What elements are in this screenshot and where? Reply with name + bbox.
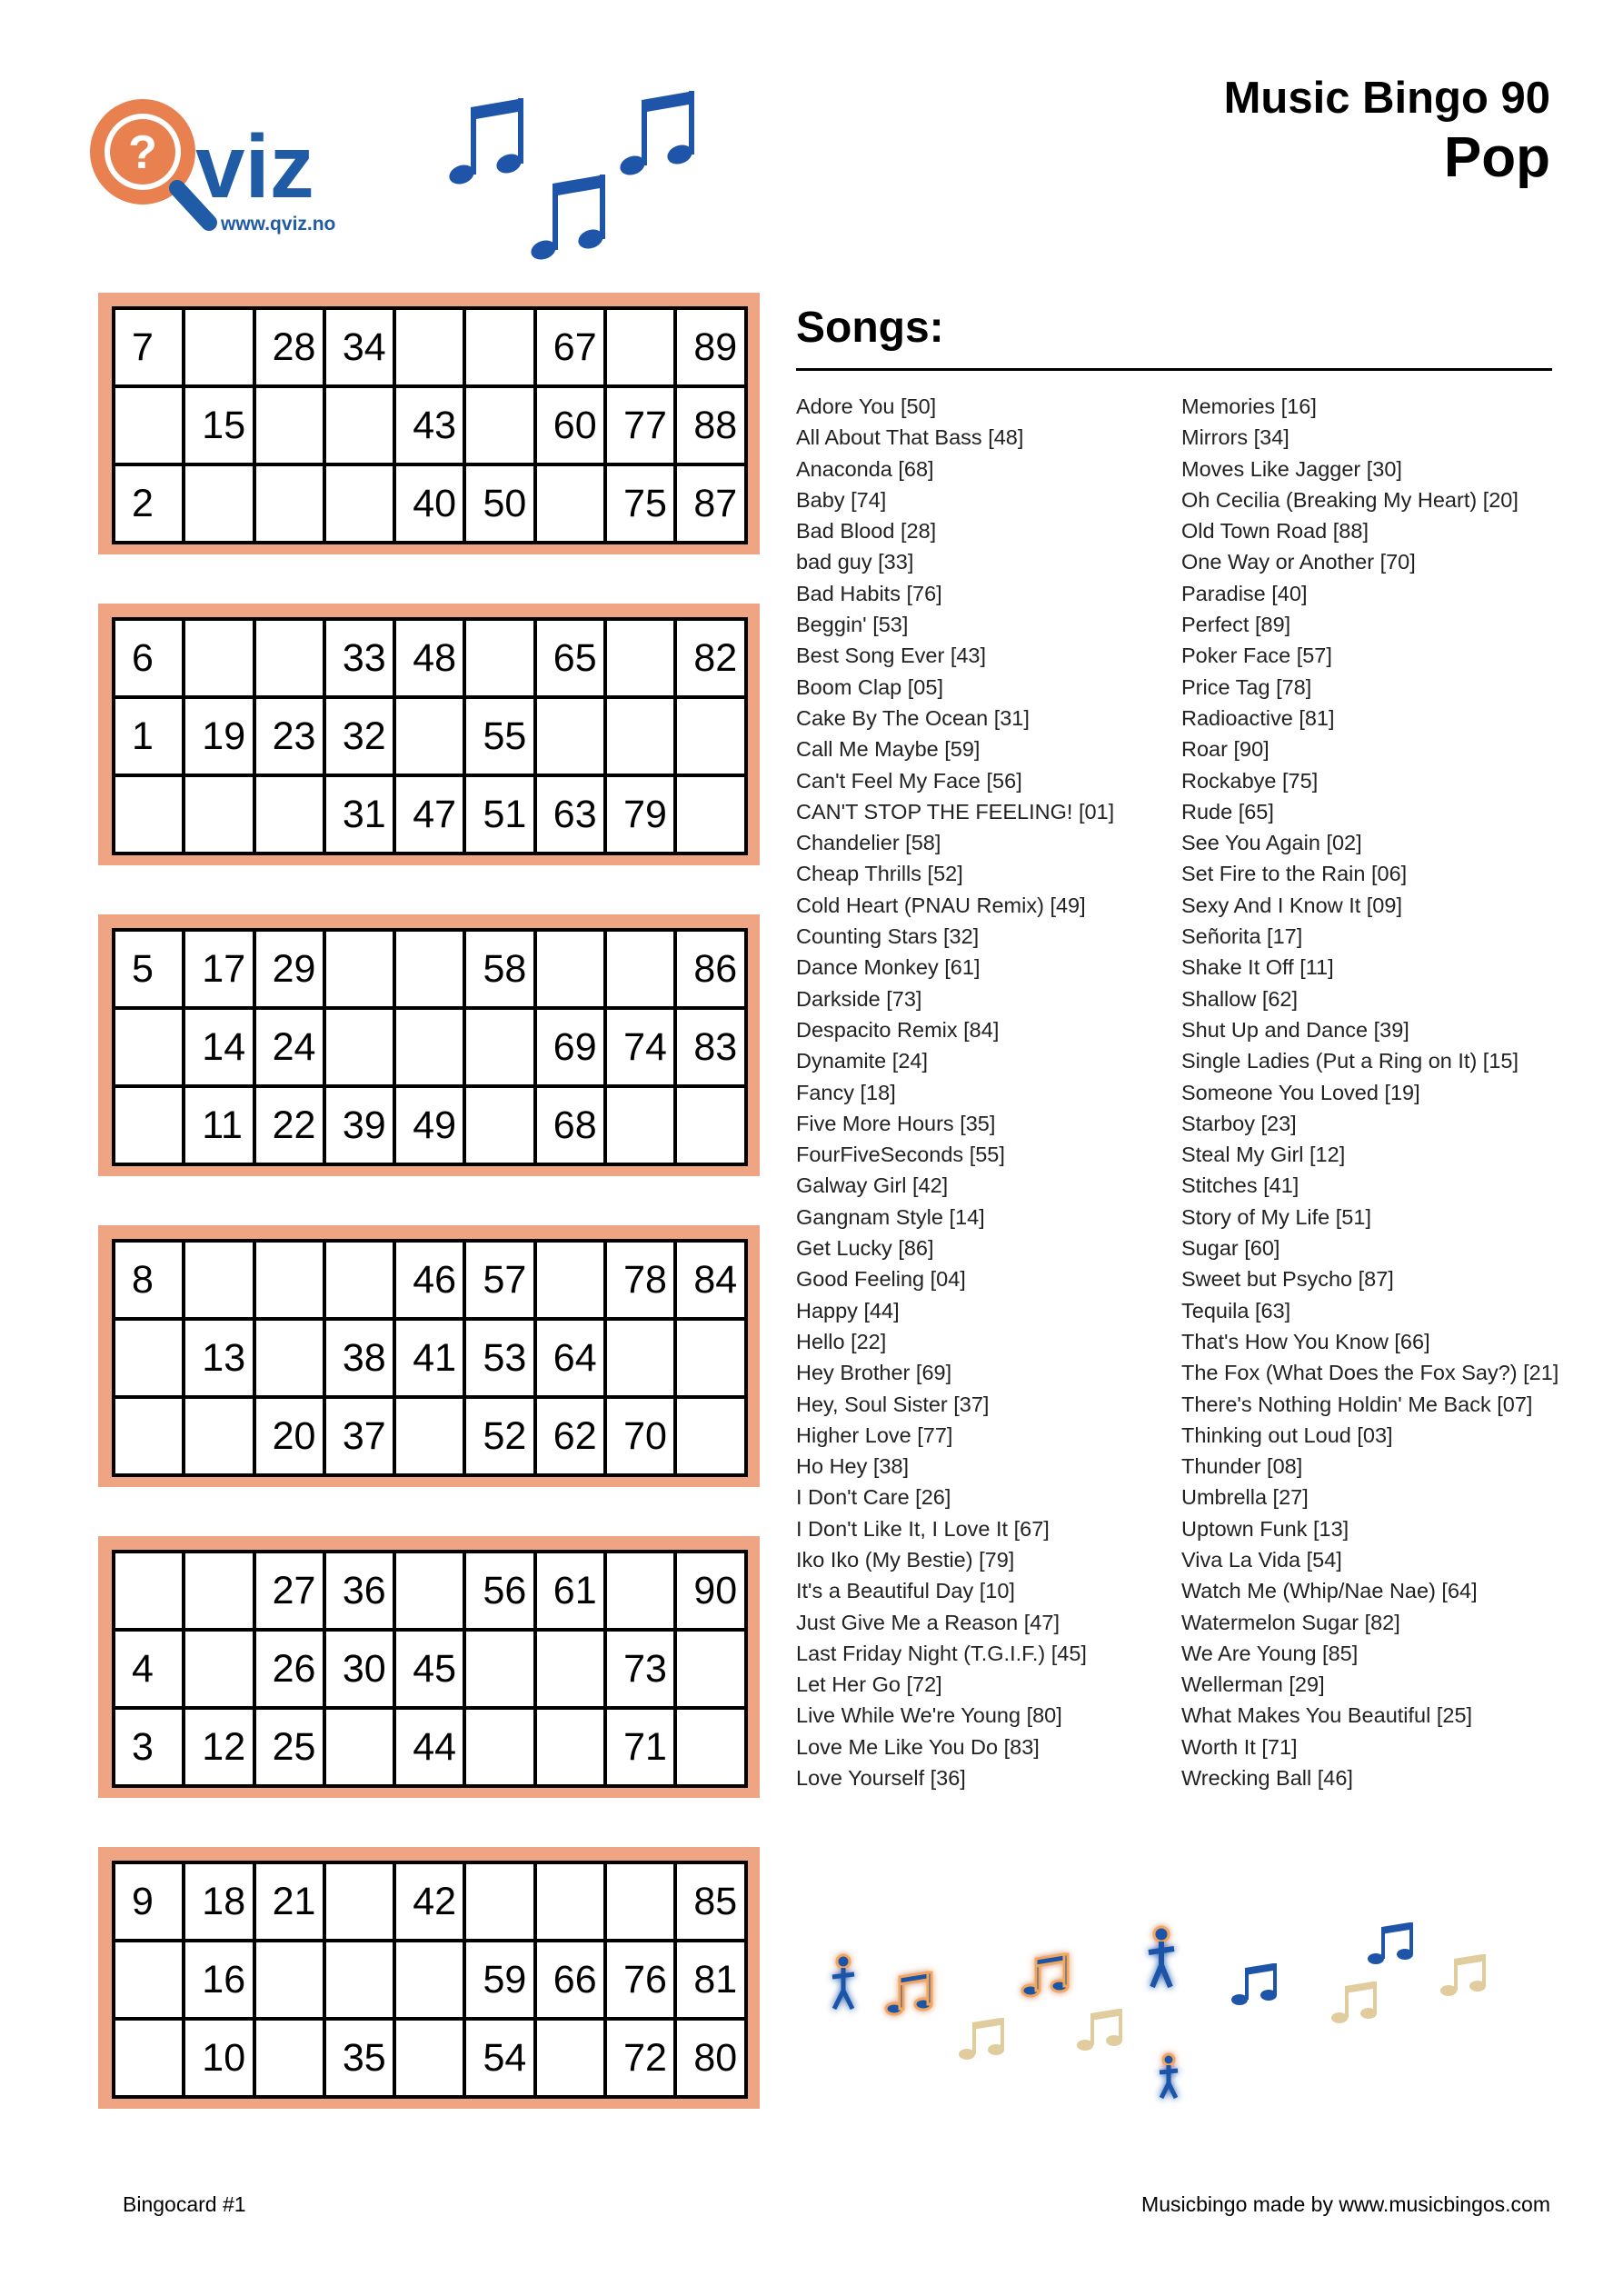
ticket-cell [254, 1241, 324, 1319]
song-item: CAN'T STOP THE FEELING! [01] [796, 799, 1115, 824]
ticket-cell [605, 1319, 675, 1397]
ticket-cell [675, 1708, 745, 1786]
ticket-cell [464, 1008, 534, 1086]
ticket-cell: 7 [114, 308, 184, 386]
song-item: Señorita [17] [1181, 924, 1303, 949]
ticket-cell: 16 [184, 1941, 254, 2019]
ticket-cell: 26 [254, 1630, 324, 1708]
ticket-cell: 31 [324, 775, 394, 854]
ticket-grid [112, 617, 748, 855]
song-item: Roar [90] [1181, 737, 1270, 762]
song-item: Poker Face [57] [1181, 644, 1332, 668]
ticket-cell [394, 1552, 464, 1630]
ticket-cell [605, 308, 675, 386]
song-item: Tequila [63] [1181, 1298, 1291, 1323]
song-item: Dynamite [24] [796, 1049, 928, 1073]
song-item: Ho Hey [38] [796, 1454, 910, 1479]
ticket-cell [675, 1397, 745, 1475]
song-item: Perfect [89] [1181, 613, 1291, 637]
song-item: Radioactive [81] [1181, 705, 1335, 730]
song-item: Just Give Me a Reason [47] [796, 1610, 1060, 1634]
logo-url: www.qviz.no [221, 214, 336, 235]
ticket-row [114, 1862, 746, 1941]
song-item: Anaconda [68] [796, 456, 934, 481]
ticket-row [114, 386, 746, 464]
ticket-cell [324, 1241, 394, 1319]
song-item: Galway Girl [42] [796, 1173, 949, 1198]
song-item: I Don't Like It, I Love It [67] [796, 1516, 1050, 1541]
ticket-cell: 79 [605, 775, 675, 854]
footer-credit: Musicbingo made by www.musicbingos.com [1141, 2192, 1550, 2216]
song-item: Oh Cecilia (Breaking My Heart) [20] [1181, 487, 1518, 512]
song-item: Gangnam Style [14] [796, 1204, 985, 1229]
ticket-cell [114, 1008, 184, 1086]
song-item: Dance Monkey [61] [796, 955, 981, 980]
ticket-cell [605, 930, 675, 1008]
ticket-row [114, 1319, 746, 1397]
dancing-figures-icon [796, 1918, 1578, 2145]
ticket-cell [254, 2019, 324, 2097]
category-title: Pop [1443, 126, 1550, 189]
song-item: Thunder [08] [1181, 1454, 1303, 1479]
ticket-row [114, 1708, 746, 1786]
qviz-logo [86, 95, 377, 264]
ticket-cell [254, 619, 324, 697]
song-item: Set Fire to the Rain [06] [1181, 862, 1408, 886]
song-item: Price Tag [78] [1181, 674, 1312, 699]
ticket-cell [324, 386, 394, 464]
ticket-cell [394, 697, 464, 775]
ticket-cell [464, 1086, 534, 1164]
ticket-cell: 46 [394, 1241, 464, 1319]
ticket-cell: 64 [535, 1319, 605, 1397]
song-item: Rude [65] [1181, 799, 1274, 824]
ticket-cell: 84 [675, 1241, 745, 1319]
ticket-cell: 85 [675, 1862, 745, 1941]
bingo-ticket [98, 293, 760, 554]
ticket-cell: 2 [114, 464, 184, 543]
svg-text:?: ? [128, 126, 157, 179]
ticket-cell [254, 1319, 324, 1397]
ticket-cell [184, 1241, 254, 1319]
song-item: Iko Iko (My Bestie) [79] [796, 1547, 1015, 1572]
song-item: Story of My Life [51] [1181, 1204, 1371, 1229]
ticket-cell [114, 775, 184, 854]
ticket-cell [184, 1552, 254, 1630]
ticket-grid [112, 1550, 748, 1788]
ticket-cell: 37 [324, 1397, 394, 1475]
ticket-cell [114, 1086, 184, 1164]
ticket-cell [605, 1862, 675, 1941]
song-item: Cold Heart (PNAU Remix) [49] [796, 893, 1086, 917]
song-item: Uptown Funk [13] [1181, 1516, 1349, 1541]
ticket-cell: 32 [324, 697, 394, 775]
ticket-cell: 42 [394, 1862, 464, 1941]
ticket-cell: 52 [464, 1397, 534, 1475]
ticket-cell: 40 [394, 464, 464, 543]
ticket-row [114, 308, 746, 386]
bingo-ticket [98, 1536, 760, 1798]
ticket-cell [254, 464, 324, 543]
ticket-cell: 78 [605, 1241, 675, 1319]
song-item: What Makes You Beautiful [25] [1181, 1703, 1473, 1728]
song-item: Get Lucky [86] [796, 1236, 934, 1261]
song-item: Live While We're Young [80] [796, 1703, 1062, 1728]
ticket-cell [394, 1008, 464, 1086]
ticket-cell: 86 [675, 930, 745, 1008]
ticket-cell [324, 1008, 394, 1086]
ticket-cell [394, 2019, 464, 2097]
song-item: Old Town Road [88] [1181, 519, 1369, 544]
ticket-cell: 76 [605, 1941, 675, 2019]
ticket-cell [464, 619, 534, 697]
songs-column-2 [1181, 391, 1558, 1793]
ticket-cell [324, 1708, 394, 1786]
ticket-row [114, 1397, 746, 1475]
ticket-cell: 8 [114, 1241, 184, 1319]
ticket-cell: 17 [184, 930, 254, 1008]
song-item: Baby [74] [796, 487, 887, 512]
ticket-row [114, 1630, 746, 1708]
ticket-cell [605, 1086, 675, 1164]
ticket-cell [114, 1319, 184, 1397]
song-item: It's a Beautiful Day [10] [796, 1579, 1015, 1603]
ticket-cell: 48 [394, 619, 464, 697]
ticket-cell [114, 1941, 184, 2019]
ticket-cell: 49 [394, 1086, 464, 1164]
ticket-cell: 51 [464, 775, 534, 854]
ticket-cell [394, 930, 464, 1008]
ticket-cell [324, 930, 394, 1008]
song-item: Starboy [23] [1181, 1111, 1297, 1135]
ticket-row [114, 1941, 746, 2019]
ticket-cell [535, 1630, 605, 1708]
ticket-grid [112, 1861, 748, 2099]
song-item: Boom Clap [05] [796, 674, 943, 699]
ticket-cell: 62 [535, 1397, 605, 1475]
ticket-grid [112, 1239, 748, 1477]
ticket-cell [535, 1708, 605, 1786]
music-notes-icon [443, 91, 752, 282]
ticket-cell: 63 [535, 775, 605, 854]
ticket-row [114, 2019, 746, 2097]
ticket-cell: 21 [254, 1862, 324, 1941]
ticket-cell: 34 [324, 308, 394, 386]
ticket-cell: 54 [464, 2019, 534, 2097]
song-item: Fancy [18] [796, 1080, 896, 1104]
ticket-cell [324, 1862, 394, 1941]
ticket-cell [605, 619, 675, 697]
song-item: Thinking out Loud [03] [1181, 1423, 1393, 1447]
ticket-cell [675, 775, 745, 854]
ticket-row [114, 1552, 746, 1630]
ticket-cell [675, 1086, 745, 1164]
bingo-ticket [98, 1225, 760, 1487]
ticket-cell: 41 [394, 1319, 464, 1397]
song-item: Single Ladies (Put a Ring on It) [15] [1181, 1049, 1518, 1073]
ticket-cell [535, 2019, 605, 2097]
song-item: Call Me Maybe [59] [796, 737, 981, 762]
ticket-cell: 38 [324, 1319, 394, 1397]
song-item: Sexy And I Know It [09] [1181, 893, 1402, 917]
song-item: Hey Brother [69] [796, 1361, 952, 1385]
ticket-cell: 24 [254, 1008, 324, 1086]
ticket-cell: 71 [605, 1708, 675, 1786]
ticket-cell: 22 [254, 1086, 324, 1164]
ticket-cell [254, 775, 324, 854]
song-item: Shake It Off [11] [1181, 955, 1334, 980]
page-title: Music Bingo 90 [1223, 74, 1550, 123]
song-item: Hey, Soul Sister [37] [796, 1392, 990, 1416]
song-item: Watch Me (Whip/Nae Nae) [64] [1181, 1579, 1478, 1603]
ticket-cell [394, 308, 464, 386]
song-item: Good Feeling [04] [796, 1267, 966, 1292]
songs-heading: Songs: [796, 304, 944, 352]
ticket-cell: 27 [254, 1552, 324, 1630]
ticket-cell [464, 1630, 534, 1708]
ticket-cell [605, 1552, 675, 1630]
ticket-row [114, 697, 746, 775]
bingo-ticket [98, 604, 760, 865]
song-item: Watermelon Sugar [82] [1181, 1610, 1400, 1634]
ticket-cell: 47 [394, 775, 464, 854]
ticket-cell [254, 1941, 324, 2019]
ticket-cell: 15 [184, 386, 254, 464]
ticket-row [114, 775, 746, 854]
ticket-cell [535, 464, 605, 543]
song-item: Wrecking Ball [46] [1181, 1766, 1353, 1791]
song-item: Despacito Remix [84] [796, 1017, 1000, 1042]
ticket-cell: 1 [114, 697, 184, 775]
ticket-cell: 87 [675, 464, 745, 543]
ticket-cell: 4 [114, 1630, 184, 1708]
ticket-cell: 68 [535, 1086, 605, 1164]
ticket-cell: 13 [184, 1319, 254, 1397]
song-item: Paradise [40] [1181, 581, 1308, 605]
ticket-cell [464, 1862, 534, 1941]
ticket-cell [254, 386, 324, 464]
ticket-cell [324, 1941, 394, 2019]
ticket-cell [184, 464, 254, 543]
song-item: One Way or Another [70] [1181, 550, 1416, 574]
ticket-cell [114, 1397, 184, 1475]
ticket-cell: 55 [464, 697, 534, 775]
song-item: There's Nothing Holdin' Me Back [07] [1181, 1392, 1533, 1416]
song-item: Mirrors [34] [1181, 425, 1289, 450]
ticket-cell: 53 [464, 1319, 534, 1397]
ticket-cell: 18 [184, 1862, 254, 1941]
ticket-cell: 58 [464, 930, 534, 1008]
song-item: Cheap Thrills [52] [796, 862, 963, 886]
song-item: Love Yourself [36] [796, 1766, 966, 1791]
ticket-cell: 10 [184, 2019, 254, 2097]
ticket-cell: 74 [605, 1008, 675, 1086]
ticket-cell [675, 1630, 745, 1708]
ticket-cell [184, 775, 254, 854]
song-item: Last Friday Night (T.G.I.F.) [45] [796, 1641, 1087, 1665]
ticket-cell [675, 1319, 745, 1397]
ticket-cell [464, 308, 534, 386]
ticket-cell: 89 [675, 308, 745, 386]
ticket-cell [675, 697, 745, 775]
ticket-cell: 12 [184, 1708, 254, 1786]
ticket-row [114, 619, 746, 697]
song-item: Love Me Like You Do [83] [796, 1734, 1040, 1759]
song-item: Counting Stars [32] [796, 924, 980, 949]
ticket-cell [184, 1397, 254, 1475]
song-item: Worth It [71] [1181, 1734, 1298, 1759]
ticket-cell [535, 697, 605, 775]
ticket-cell: 88 [675, 386, 745, 464]
song-item: Sugar [60] [1181, 1236, 1280, 1261]
ticket-row [114, 930, 746, 1008]
song-item: Hello [22] [796, 1329, 887, 1353]
ticket-cell: 6 [114, 619, 184, 697]
ticket-cell [535, 1862, 605, 1941]
song-item: That's How You Know [66] [1181, 1329, 1430, 1353]
ticket-cell: 36 [324, 1552, 394, 1630]
song-item: Moves Like Jagger [30] [1181, 456, 1402, 481]
ticket-cell: 75 [605, 464, 675, 543]
ticket-cell: 90 [675, 1552, 745, 1630]
song-item: Wellerman [29] [1181, 1672, 1325, 1697]
ticket-cell [464, 386, 534, 464]
ticket-cell: 11 [184, 1086, 254, 1164]
song-item: Chandelier [58] [796, 831, 941, 855]
header [1224, 71, 1550, 191]
ticket-cell: 60 [535, 386, 605, 464]
ticket-cell [535, 1241, 605, 1319]
song-item: Stitches [41] [1181, 1173, 1299, 1198]
ticket-cell: 81 [675, 1941, 745, 2019]
ticket-cell: 35 [324, 2019, 394, 2097]
ticket-cell: 61 [535, 1552, 605, 1630]
song-item: Rockabye [75] [1181, 768, 1319, 793]
ticket-cell: 9 [114, 1862, 184, 1941]
song-item: Bad Blood [28] [796, 519, 937, 544]
song-item: Darkside [73] [796, 986, 922, 1011]
ticket-cell: 29 [254, 930, 324, 1008]
ticket-cell [114, 386, 184, 464]
song-item: Happy [44] [796, 1298, 900, 1323]
ticket-row [114, 1086, 746, 1164]
ticket-cell: 66 [535, 1941, 605, 2019]
bingo-ticket [98, 1847, 760, 2109]
song-item: The Fox (What Does the Fox Say?) [21] [1181, 1361, 1559, 1385]
ticket-cell: 45 [394, 1630, 464, 1708]
ticket-cell: 23 [254, 697, 324, 775]
ticket-cell: 28 [254, 308, 324, 386]
song-item: Memories [16] [1181, 394, 1317, 418]
ticket-grid [112, 306, 748, 544]
song-item: We Are Young [85] [1181, 1641, 1359, 1665]
ticket-cell: 44 [394, 1708, 464, 1786]
ticket-cell: 5 [114, 930, 184, 1008]
song-item: I Don't Care [26] [796, 1485, 951, 1510]
ticket-cell [394, 1397, 464, 1475]
songs-column-1 [796, 391, 1114, 1793]
divider [796, 368, 1552, 371]
ticket-cell: 56 [464, 1552, 534, 1630]
song-item: Steal My Girl [12] [1181, 1143, 1346, 1167]
song-item: See You Again [02] [1181, 831, 1362, 855]
ticket-cell: 59 [464, 1941, 534, 2019]
song-item: Can't Feel My Face [56] [796, 768, 1022, 793]
song-item: Five More Hours [35] [796, 1111, 996, 1135]
ticket-cell: 69 [535, 1008, 605, 1086]
ticket-row [114, 1241, 746, 1319]
song-item: Shut Up and Dance [39] [1181, 1017, 1409, 1042]
ticket-cell: 83 [675, 1008, 745, 1086]
ticket-cell: 19 [184, 697, 254, 775]
ticket-cell: 70 [605, 1397, 675, 1475]
ticket-cell [114, 1552, 184, 1630]
song-item: Viva La Vida [54] [1181, 1547, 1342, 1572]
song-item: Best Song Ever [43] [796, 644, 987, 668]
ticket-cell: 57 [464, 1241, 534, 1319]
song-item: Adore You [50] [796, 394, 937, 418]
magnifier-icon [97, 106, 209, 223]
ticket-cell [535, 930, 605, 1008]
ticket-cell: 80 [675, 2019, 745, 2097]
song-item: Umbrella [27] [1181, 1485, 1309, 1510]
ticket-cell: 39 [324, 1086, 394, 1164]
song-item: FourFiveSeconds [55] [796, 1143, 1005, 1167]
songs-section [796, 300, 1559, 1791]
song-item: bad guy [33] [796, 550, 914, 574]
ticket-cell: 73 [605, 1630, 675, 1708]
ticket-cell: 65 [535, 619, 605, 697]
song-item: Sweet but Psycho [87] [1181, 1267, 1394, 1292]
ticket-cell [605, 697, 675, 775]
song-item: Beggin' [53] [796, 613, 909, 637]
ticket-cell: 50 [464, 464, 534, 543]
bingo-ticket [98, 914, 760, 1176]
ticket-row [114, 1008, 746, 1086]
ticket-cell [184, 1630, 254, 1708]
ticket-cell [394, 1941, 464, 2019]
ticket-cell [324, 464, 394, 543]
ticket-cell: 14 [184, 1008, 254, 1086]
song-item: Let Her Go [72] [796, 1672, 942, 1697]
ticket-cell: 72 [605, 2019, 675, 2097]
card-label: Bingocard #1 [123, 2192, 246, 2216]
ticket-cell: 33 [324, 619, 394, 697]
ticket-grid [112, 928, 748, 1166]
song-item: Cake By The Ocean [31] [796, 705, 1030, 730]
ticket-cell [114, 2019, 184, 2097]
ticket-cell: 82 [675, 619, 745, 697]
ticket-cell: 3 [114, 1708, 184, 1786]
song-item: Bad Habits [76] [796, 581, 942, 605]
ticket-row [114, 464, 746, 543]
ticket-cell [184, 308, 254, 386]
ticket-cell: 77 [605, 386, 675, 464]
song-item: All About That Bass [48] [796, 425, 1024, 450]
ticket-cell: 43 [394, 386, 464, 464]
ticket-cell: 20 [254, 1397, 324, 1475]
song-item: Shallow [62] [1181, 986, 1299, 1011]
ticket-cell [464, 1708, 534, 1786]
ticket-cell [184, 619, 254, 697]
ticket-cell: 25 [254, 1708, 324, 1786]
song-item: Someone You Loved [19] [1181, 1080, 1420, 1104]
logo-wordmark: viz [195, 116, 314, 216]
ticket-cell: 30 [324, 1630, 394, 1708]
ticket-cell: 67 [535, 308, 605, 386]
song-item: Higher Love [77] [796, 1423, 953, 1447]
